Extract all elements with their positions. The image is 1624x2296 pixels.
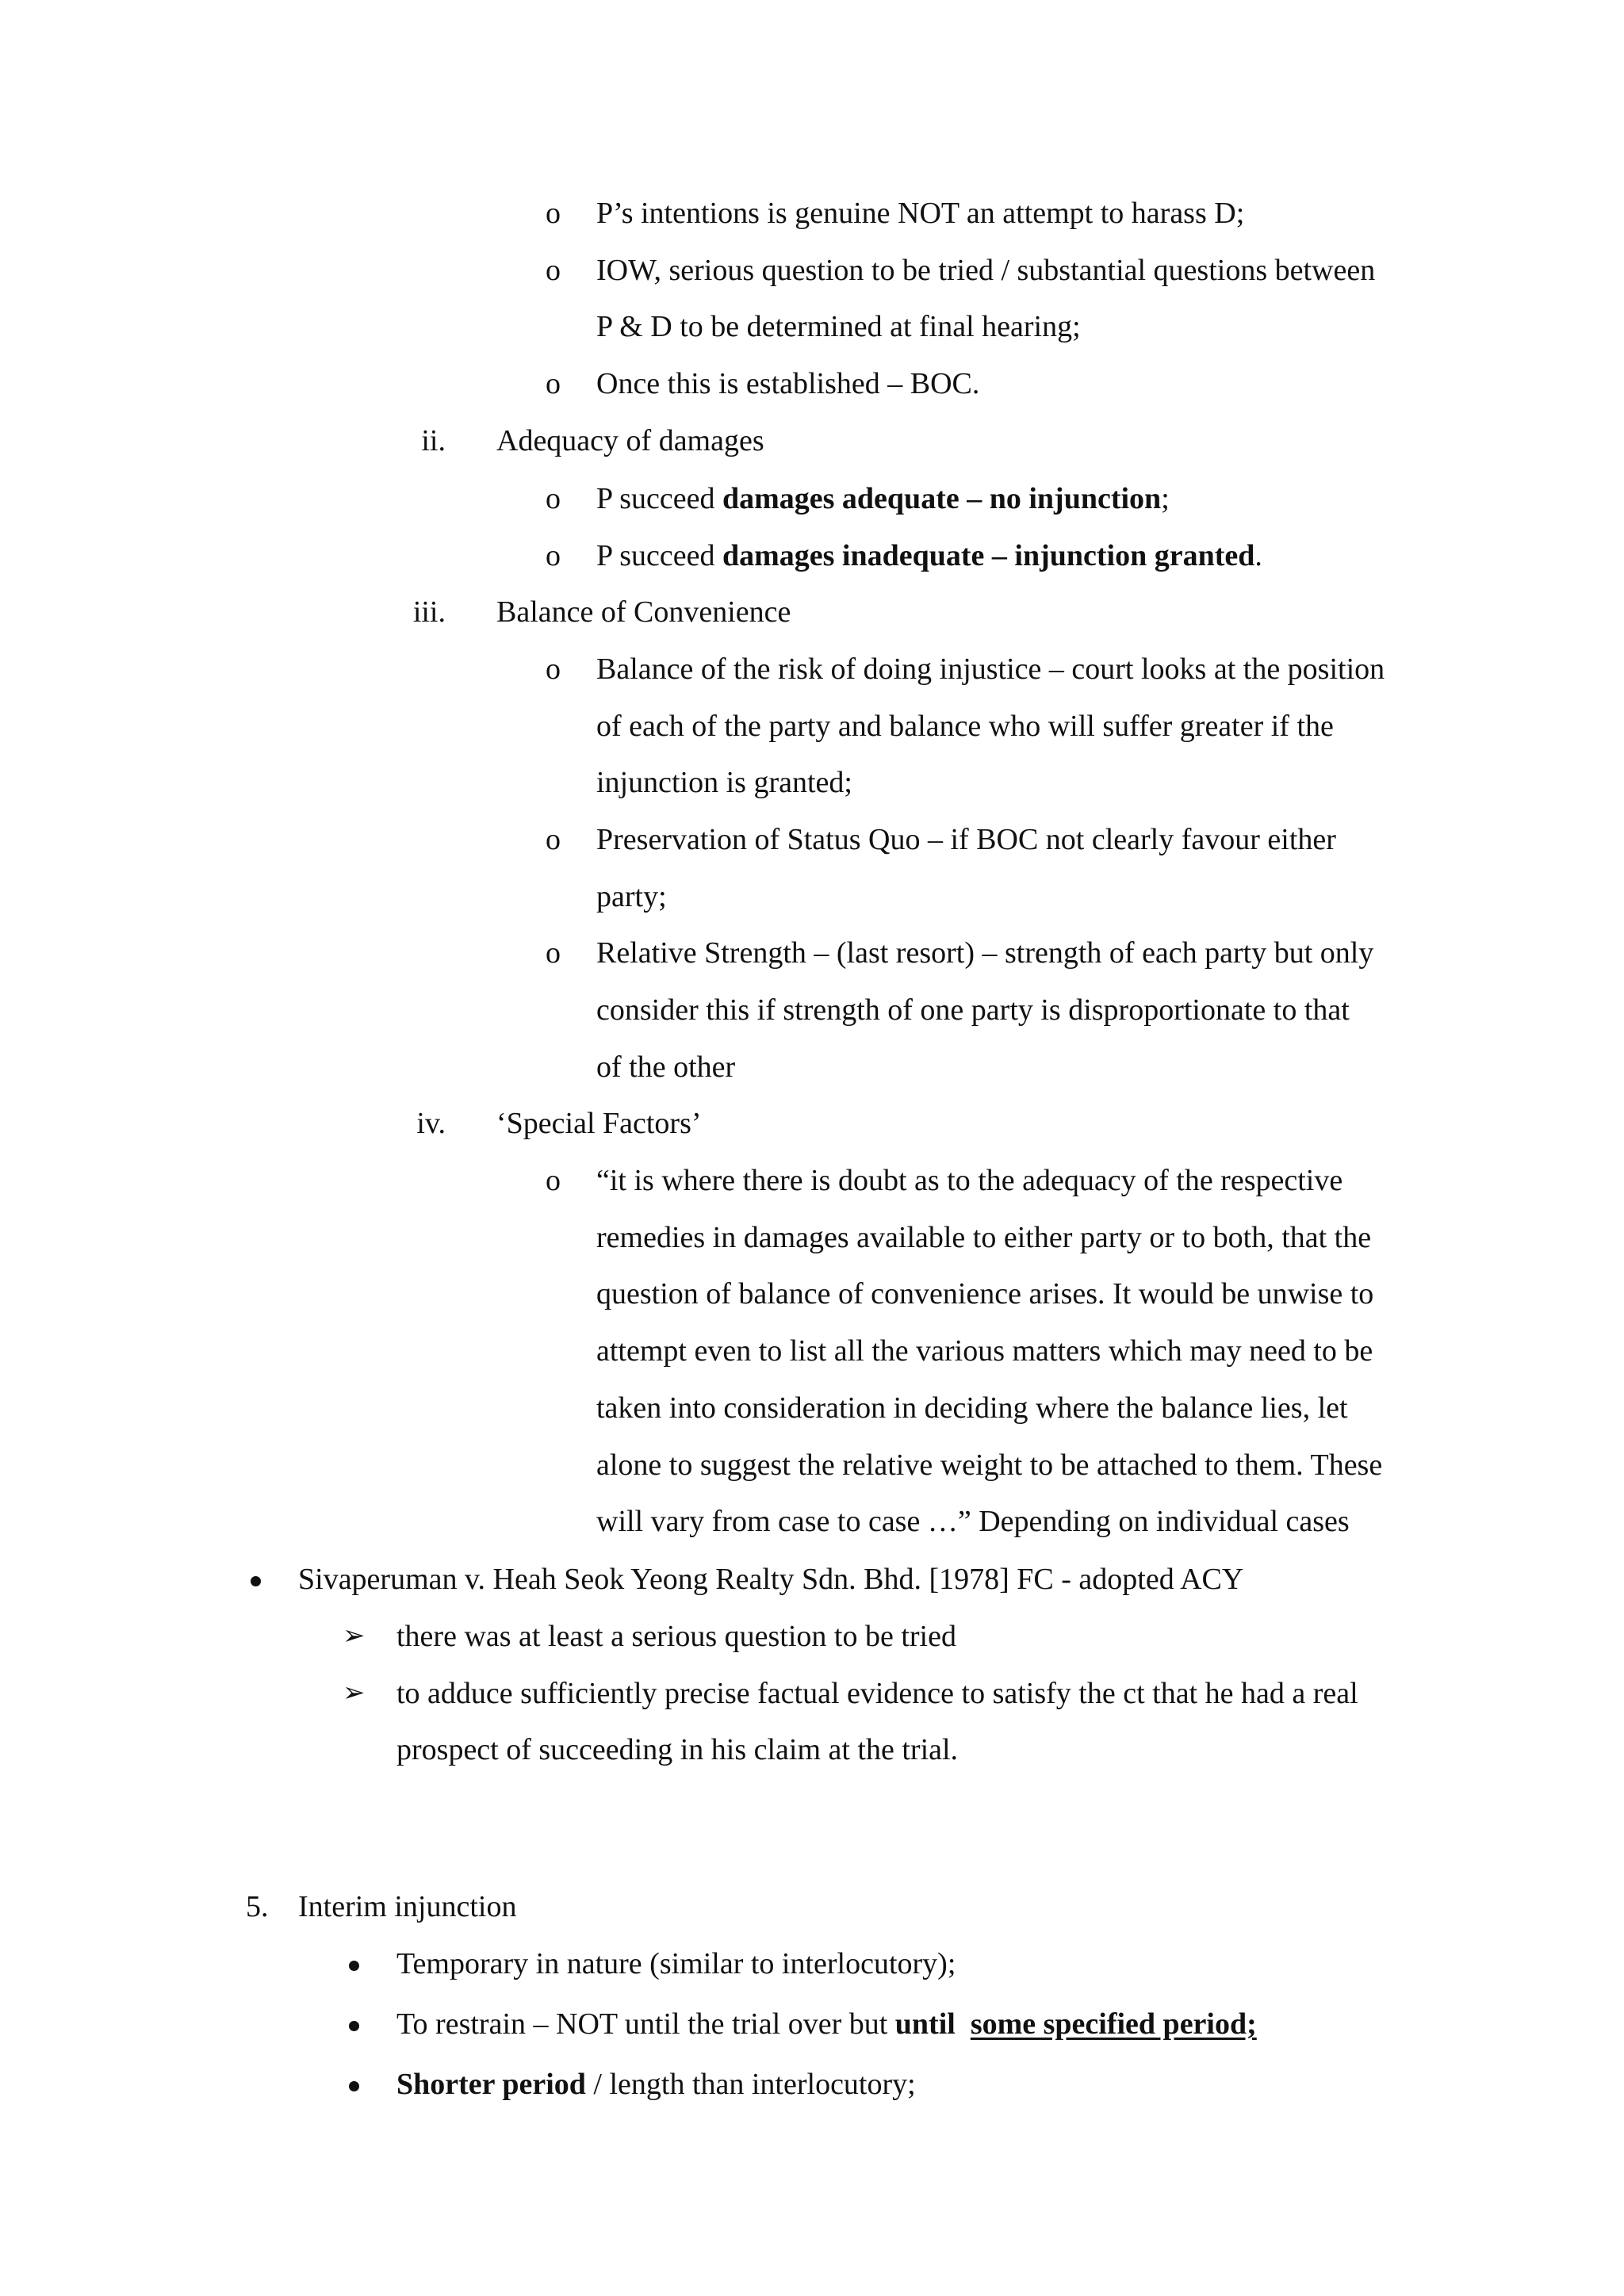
arrow-bullet-icon: ➢ bbox=[343, 1620, 366, 1651]
bullet-dot bbox=[349, 1961, 359, 1971]
sub-bullet-text: Balance of the risk of doing injustice – court looks at the position bbox=[596, 652, 1385, 686]
section-number: 5. bbox=[246, 1890, 269, 1923]
section-heading: Balance of Convenience bbox=[496, 595, 791, 629]
sub-bullet-marker: o bbox=[546, 936, 561, 970]
section-heading: Adequacy of damages bbox=[496, 424, 764, 457]
quote-text: “it is where there is doubt as to the adequacy of the respective bbox=[596, 1164, 1343, 1197]
quote-text: will vary from case to case …” Depending on individual cases bbox=[596, 1505, 1350, 1538]
sub-bullet-text: consider this if strength of one party is disproportionate to that bbox=[596, 993, 1350, 1027]
sub-bullet-text: of the other bbox=[596, 1050, 736, 1084]
sub-bullet-text: injunction is granted; bbox=[596, 766, 852, 799]
sub-bullet-text: Preservation of Status Quo – if BOC not clearly favour either bbox=[596, 823, 1336, 856]
sub-bullet-text: Relative Strength – (last resort) – strength of each party but only bbox=[596, 936, 1374, 970]
sub-bullet-marker: o bbox=[546, 1164, 561, 1197]
section-numeral: iii. bbox=[412, 595, 446, 629]
bullet-dot bbox=[251, 1576, 261, 1586]
sub-bullet-text: P succeed damages inadequate – injunction granted. bbox=[596, 539, 1262, 572]
sub-bullet-marker: o bbox=[546, 482, 561, 515]
sub-bullet-text: IOW, serious question to be tried / substantial questions between bbox=[596, 254, 1376, 287]
quote-text: alone to suggest the relative weight to be attached to them. These bbox=[596, 1448, 1383, 1482]
section-numeral: iv. bbox=[416, 1107, 446, 1140]
sub-bullet-marker: o bbox=[546, 197, 561, 230]
quote-text: question of balance of convenience arises. It would be unwise to bbox=[596, 1277, 1374, 1311]
sub-bullet-text: P & D to be determined at final hearing; bbox=[596, 310, 1081, 343]
sub-bullet-text: of each of the party and balance who will suffer greater if the bbox=[596, 710, 1334, 743]
case-point-text: there was at least a serious question to be tried bbox=[396, 1620, 956, 1653]
sub-bullet-marker: o bbox=[546, 254, 561, 287]
bullet-dot bbox=[349, 2081, 359, 2091]
arrow-bullet-icon: ➢ bbox=[343, 1677, 366, 1709]
quote-text: remedies in damages available to either party or to both, that the bbox=[596, 1221, 1372, 1254]
bullet-text: Temporary in nature (similar to interlocutory); bbox=[396, 1947, 956, 1980]
sub-bullet-text: party; bbox=[596, 880, 667, 913]
quote-text: attempt even to list all the various matters which may need to be bbox=[596, 1334, 1373, 1368]
bullet-text: Shorter period / length than interlocutory; bbox=[396, 2068, 916, 2101]
sub-bullet-marker: o bbox=[546, 652, 561, 686]
sub-bullet-marker: o bbox=[546, 539, 561, 572]
section-numeral: ii. bbox=[421, 424, 446, 457]
section-heading: ‘Special Factors’ bbox=[496, 1107, 702, 1140]
sub-bullet-marker: o bbox=[546, 823, 561, 856]
sub-bullet-text: Once this is established – BOC. bbox=[596, 367, 980, 400]
section-heading: Interim injunction bbox=[298, 1890, 517, 1923]
quote-text: taken into consideration in deciding where the balance lies, let bbox=[596, 1391, 1348, 1425]
case-point-text: prospect of succeeding in his claim at the trial. bbox=[396, 1733, 959, 1766]
case-citation: Sivaperuman v. Heah Seok Yeong Realty Sdn. Bhd. [1978] FC - adopted ACY bbox=[298, 1563, 1244, 1596]
bullet-dot bbox=[349, 2021, 359, 2031]
sub-bullet-marker: o bbox=[546, 367, 561, 400]
sub-bullet-text: P’s intentions is genuine NOT an attempt to harass D; bbox=[596, 197, 1245, 230]
sub-bullet-text: P succeed damages adequate – no injunction; bbox=[596, 482, 1170, 515]
case-point-text: to adduce sufficiently precise factual evidence to satisfy the ct that he had a real bbox=[396, 1677, 1358, 1710]
bullet-text: To restrain – NOT until the trial over but until some specified period; bbox=[396, 2007, 1257, 2041]
